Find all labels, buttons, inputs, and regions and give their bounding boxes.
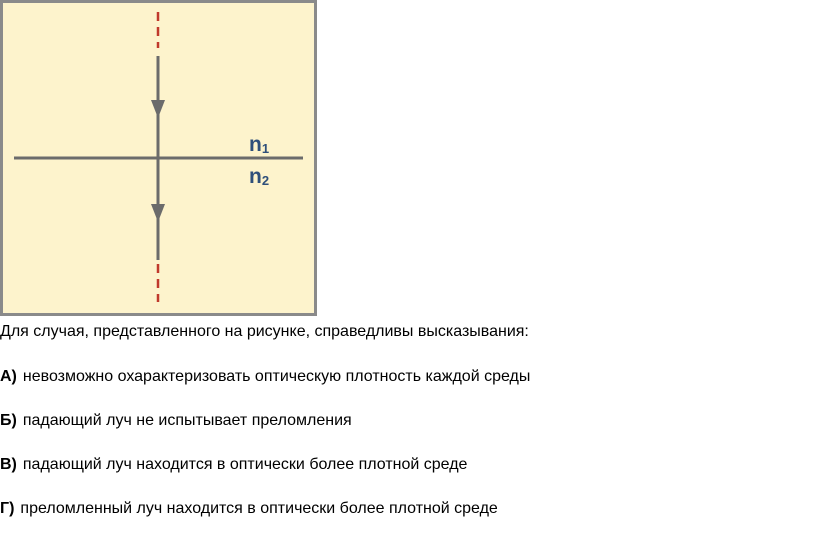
option-c-letter: В) [0, 456, 17, 473]
option-a-letter: А) [0, 368, 17, 385]
option-d-letter: Г) [0, 500, 15, 517]
medium-label-n1: n1 [249, 133, 270, 156]
option-a-text: невозможно охарактеризовать оптическую плотность каждой среды [22, 368, 531, 385]
option-d [0, 499, 498, 519]
medium-label-n2: n2 [249, 165, 270, 188]
question-text: Для случая, представленного на рисунке, справедливы высказывания: [0, 323, 529, 340]
option-b-text: падающий луч не испытывает преломления [22, 412, 352, 429]
refraction-diagram [0, 0, 318, 318]
option-b [0, 411, 352, 431]
option-c [0, 455, 467, 475]
option-c-text: падающий луч находится в оптически более плотной среде [22, 456, 468, 473]
option-b-letter: Б) [0, 412, 17, 429]
option-d-text: преломленный луч находится в оптически более плотной среде [20, 500, 498, 517]
option-a [0, 367, 530, 387]
